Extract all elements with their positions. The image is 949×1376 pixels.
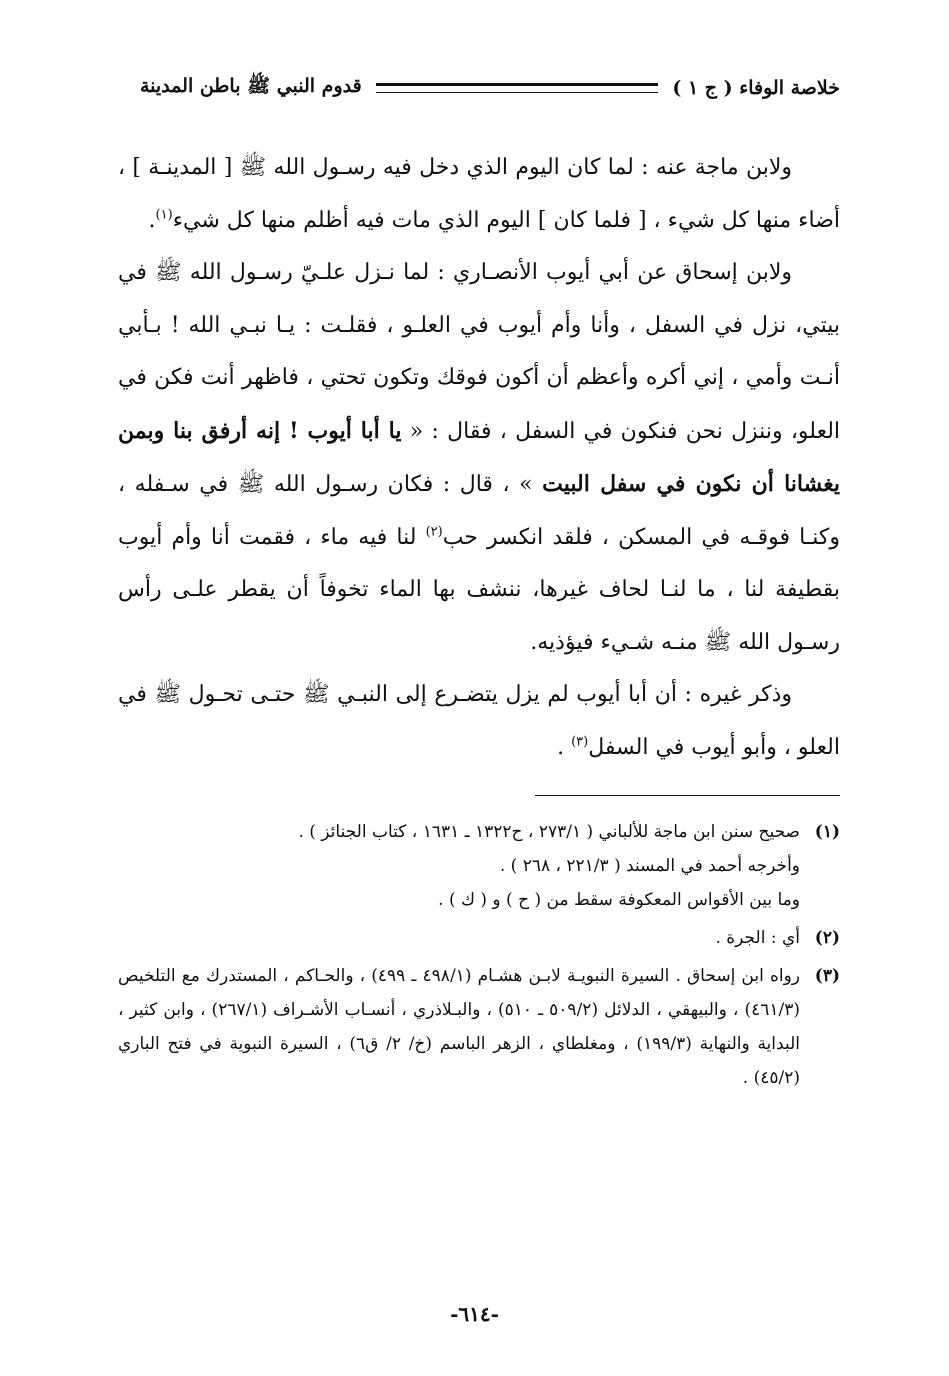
footnote-line: أي : الجرة . xyxy=(715,928,800,948)
paragraph-1-text: ولابن ماجة عنه : لما كان اليوم الذي دخل فيه رسـول الله ﷺ [ المدينـة ] ، أضاء منها كل شيء ، [ فلما كان ] اليوم الذي مات فيه أظلم منها كل شيء xyxy=(118,155,840,233)
paragraph-2 xyxy=(118,247,840,669)
footnote-body xyxy=(118,959,800,1095)
footnote-body xyxy=(118,815,800,917)
prophet-quote: يا أبا أيوب ! إنه أرفق بنا وبمن يغشانا أن نكون في سفل البيت xyxy=(118,417,840,497)
running-header xyxy=(140,70,840,106)
footnote-line: رواه ابن إسحاق . السيرة النبويـة لابـن هشـام (٤٩٨/١ ـ ٤٩٩) ، والحـاكم ، المستدرك مع التلخيص (٤٦١/٣) ، والبيهقي ، الدلائل (٥٠٩/٢ ـ ٥١٠) ، والبـلاذري ، أنسـاب الأشـراف (٢٦٧/١) ، وابن كثير ، البداية والنهاية (١٩٩/٣) ، ومغلطاي ، الزهر الباسم (خ/ ٢/ ق٦) ، السيرة النبوية في فتح الباري (٤٥/٢) . xyxy=(118,966,800,1088)
footnotes xyxy=(118,815,840,1099)
footnote-number: (١) xyxy=(814,822,840,842)
footnote-3 xyxy=(118,959,840,1095)
footnote-number: (٣) xyxy=(814,966,840,986)
paragraph-3-text: وذكر غيره : أن أبا أيوب لم يزل يتضـرع إلى النبـي ﷺ حتـى تحـول ﷺ في العلو ، وأبو أيوب في السفل xyxy=(118,682,840,760)
footnote-2 xyxy=(118,921,840,955)
footnote-line: وأخرجه أحمد في المسند ( ٢٢١/٣ ، ٢٦٨ ) . xyxy=(499,856,800,876)
header-book-title: خلاصة الوفاء ( ج ١ ) xyxy=(672,77,840,99)
paragraph-2-text-b: » ، قال : فكان رسـول الله ﷺ في سـفله ، وكنـا فوقـه في المسكن ، فلقد انكسر حب xyxy=(118,472,840,550)
paragraph-3-end: . xyxy=(557,734,565,760)
paragraph-1-end: . xyxy=(148,207,156,233)
main-text xyxy=(118,142,840,774)
footnote-line: صحيح سنن ابن ماجة للألباني ( ٢٧٣/١ ، ح١٣٢٢ ـ ١٦٣١ ، كتاب الجنائز ) . xyxy=(298,822,800,842)
paragraph-2-text-c: لنا فيه ماء ، فقمت أنا وأم أيوب بقطيفة لنا ، ما لنـا لحاف غيرها، ننشف بها الماء تخوفاً أن يقطر علـى رأس رسـول الله ﷺ منـه شـيء فيؤذيه. xyxy=(118,524,840,655)
header-chapter-title: قدوم النبي ﷺ باطن المدينة xyxy=(140,75,362,97)
footnote-1 xyxy=(118,815,840,917)
footnote-ref-2: (٢) xyxy=(425,524,443,540)
footnote-separator xyxy=(535,795,840,796)
page-number: -٦١٤- xyxy=(450,1302,499,1326)
footnote-line: وما بين الأقواس المعكوفة سقط من ( ح ) و ( ك ) . xyxy=(438,890,800,910)
footnote-number: (٢) xyxy=(814,928,840,948)
footnote-ref-3: (٣) xyxy=(571,734,589,750)
paragraph-2-text-a: ولابن إسحاق عن أبي أيوب الأنصـاري : لما نـزل علـيّ رسـول الله ﷺ في بيتي، نزل في السفل ، وأنا وأم أيوب في العلـو ، فقلـت : يـا نبـي الله ! بـأبي أنـت وأمي ، إني أكره وأعظم أن أكون فوقك وتكون تحتي ، فاظهر أنت فكن في العلو، وننزل نحن فنكون في السفل ، فقال : « xyxy=(118,260,841,444)
header-rule xyxy=(376,83,659,93)
footnote-body xyxy=(118,921,800,955)
paragraph-3 xyxy=(118,669,840,774)
footnote-ref-1: (١) xyxy=(155,207,173,223)
paragraph-1 xyxy=(118,142,840,247)
